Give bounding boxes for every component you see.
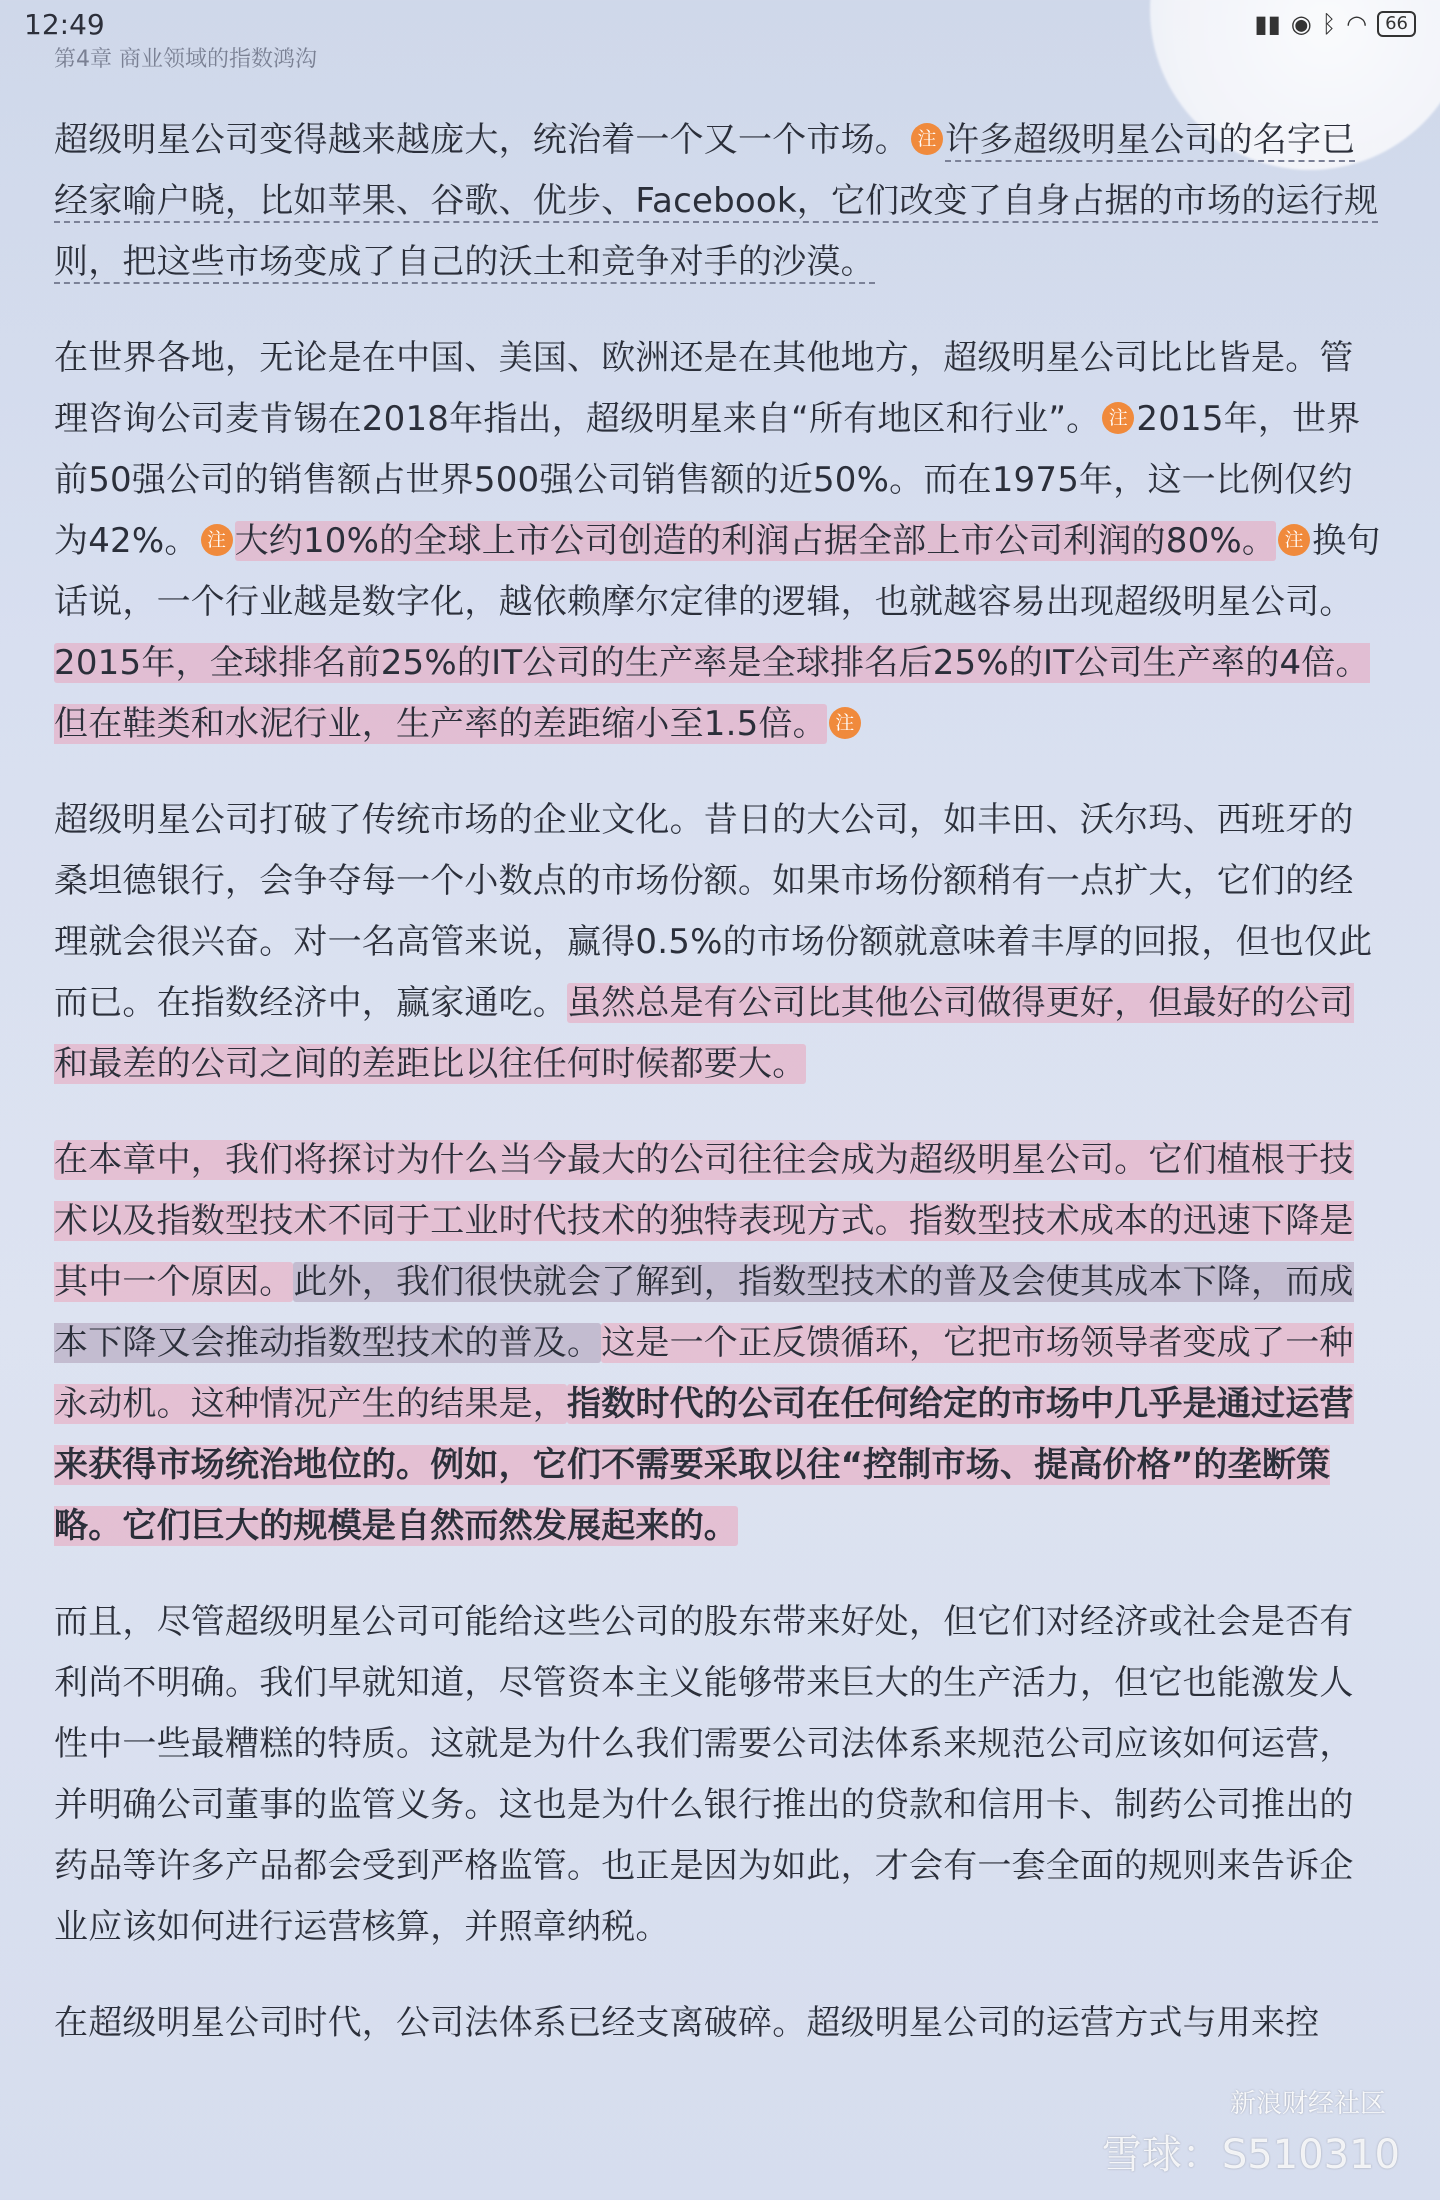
reader-content — [54, 110, 1386, 2089]
status-icons — [1254, 10, 1416, 38]
chapter-title: 第4章 商业领域的指数鸿沟 — [54, 47, 317, 72]
footnote-icon[interactable]: 注 — [1102, 402, 1134, 434]
highlighted-text: 这是一个正反馈循环，它把市场领导者变成了一种永动机。这种情况产生的结果是， — [54, 1323, 1354, 1424]
text-segment: 超级明星公司变得越来越庞大，统治着一个又一个市场。 — [54, 120, 909, 160]
paragraph-2 — [54, 328, 1386, 755]
book-icon: ▮▮ — [1254, 10, 1281, 38]
bluetooth-icon: ᛒ — [1321, 10, 1337, 38]
footnote-icon[interactable]: 注 — [1278, 524, 1310, 556]
text-segment: 在世界各地，无论是在中国、美国、欧洲还是在其他地方，超级明星公司比比皆是。管理咨询公司麦肯锡在2018年指出，超级明星来自“所有地区和行业”。 — [54, 338, 1354, 439]
footnote-icon[interactable]: 注 — [829, 707, 861, 739]
highlighted-text: 大约10%的全球上市公司创造的利润占据全部上市公司利润的80%。 — [234, 521, 1277, 561]
highlighted-text: 虽然总是有公司比其他公司做得更好，但最好的公司和最差的公司之间的差距比以往任何时候都要大。 — [54, 983, 1354, 1084]
watermark-xueqiu: 雪球：S510310 — [1101, 2132, 1400, 2178]
footnote-icon[interactable]: 注 — [201, 524, 233, 556]
paragraph-5: 而且，尽管超级明星公司可能给这些公司的股东带来好处，但它们对经济或社会是否有利尚不明确。我们早就知道，尽管资本主义能够带来巨大的生产活力，但它也能激发人性中一些最糟糕的特质。这就是为什么我们需要公司法体系来规范公司应该如何运营，并明确公司董事的监管义务。这也是为什么银行推出的贷款和信用卡、制药公司推出的药品等许多产品都会受到严格监管。也正是因为如此，才会有一套全面的规则来告诉企业应该如何进行运营核算，并照章纳税。 — [54, 1602, 1354, 1947]
underlined-text: 许多超级明星公司的名字已经家喻户晓，比如苹果、谷歌、优步、Facebook，它们改变了自身占据的市场的运行规则，把这些市场变成了自己的沃土和竞争对手的沙漠。 — [54, 120, 1379, 282]
text-segment: 超级明星公司打破了传统市场的企业文化。昔日的大公司，如丰田、沃尔玛、西班牙的桑坦德银行，会争夺每一个小数点的市场份额。如果市场份额稍有一点扩大，它们的经理就会很兴奋。对一名高管来说，赢得0.5%的市场份额就意味着丰厚的回报，但也仅此而已。在指数经济中，赢家通吃。 — [54, 800, 1373, 1023]
battery-indicator: 66 — [1377, 11, 1416, 37]
paragraph-3 — [54, 790, 1386, 1095]
eye-icon: ◉ — [1290, 10, 1312, 38]
text-segment: 2015年，世界前50强公司的销售额占世界500强公司销售额的近50%。而在1975年，这一比例仅约为42%。 — [54, 399, 1361, 561]
status-time: 12:49 — [24, 8, 105, 41]
highlighted-text: 2015年，全球排名前25%的IT公司的生产率是全球排名后25%的IT公司生产率的4倍。但在鞋类和水泥行业，生产率的差距缩小至1.5倍。 — [54, 643, 1370, 744]
text-segment: 换句话说，一个行业越是数字化，越依赖摩尔定律的逻辑，也就越容易出现超级明星公司。 — [54, 521, 1381, 622]
paragraph-4 — [54, 1130, 1386, 1557]
watermark-sina: 新浪财经社区 — [1229, 2089, 1386, 2119]
paragraph-1 — [54, 110, 1386, 293]
highlighted-text: 此外，我们很快就会了解到，指数型技术的普及会使其成本下降，而成本下降又会推动指数型技术的普及。 — [54, 1262, 1354, 1363]
footnote-icon[interactable]: 注 — [911, 123, 943, 155]
highlighted-text: 在本章中，我们将探讨为什么当今最大的公司往往会成为超级明星公司。它们植根于技术以及指数型技术不同于工业时代技术的独特表现方式。指数型技术成本的迅速下降是其中一个原因。 — [54, 1140, 1354, 1302]
highlighted-bold-text: 指数时代的公司在任何给定的市场中几乎是通过运营来获得市场统治地位的。例如，它们不需要采取以往“控制市场、提高价格”的垄断策略。它们巨大的规模是自然而然发展起来的。 — [54, 1384, 1354, 1546]
wifi-icon: ◠ — [1346, 10, 1368, 38]
paragraph-6: 在超级明星公司时代，公司法体系已经支离破碎。超级明星公司的运营方式与用来控 — [54, 2003, 1320, 2043]
